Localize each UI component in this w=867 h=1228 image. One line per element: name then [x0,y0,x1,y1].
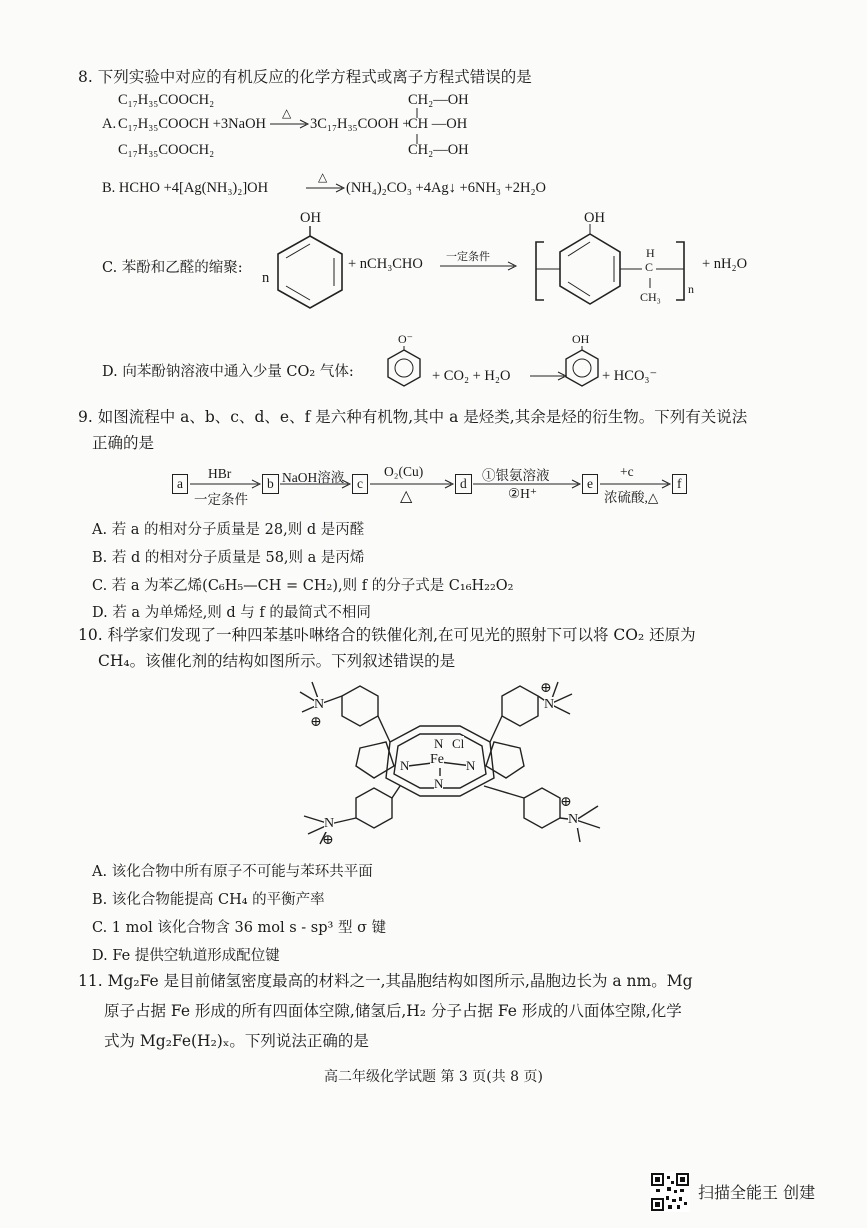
q8-d-reagent: + CO₂ + H₂O [432,368,511,384]
q9-stem-2: 正确的是 [92,434,155,452]
q10-n-right: N [466,758,476,773]
flow-s1-top: HBr [208,466,232,481]
flow-s3-bot: △ [400,488,413,505]
q9-option-d: D. 若 a 为单烯烃,则 d 与 f 的最简式不相同 [92,605,371,621]
flow-box-f: f [672,474,687,494]
q9-option-c: C. 若 a 为苯乙烯(C₆H₅—CH = CH₂),则 f 的分子式是 C₁₆H₂₂O₂ [92,578,514,594]
q10-plus-tr: ⊕ [540,681,552,696]
flow-box-b: b [262,474,279,494]
q8-b-text: B. HCHO +4[Ag(NH₃)₂]OH [102,180,269,196]
q10-cl-label: Cl [452,736,465,751]
flow-arrows [172,472,712,512]
flow-s4-bot: ②H⁺ [508,486,537,501]
q8-c-h: H [646,246,655,260]
flow-box-e: e [582,474,598,494]
flow-s5-bot: 浓硫酸,△ [604,490,659,505]
qr-code-icon [650,1172,690,1212]
q8-d-text: D. 向苯酚钠溶液中通入少量 CO₂ 气体: [102,364,354,380]
q8-c-reagent: + nCH₃CHO [348,256,423,272]
q10-option-c: C. 1 mol 该化合物含 36 mol s - sp³ 型 σ 键 [92,920,387,936]
q10-fe-label: Fe [430,752,444,767]
flow-s5-top: +c [620,464,634,479]
q8-c-polymer [530,222,690,322]
scanner-watermark: 扫描全能王 创建 [698,1183,816,1202]
q8-d-tail: + HCO₃⁻ [602,368,658,384]
flow-box-c: c [352,474,368,494]
page-footer: 高二年级化学试题 第 3 页(共 8 页) [324,1069,543,1085]
q9-stem-1: 9. 如图流程中 a、b、c、d、e、f 是六种有机物,其中 a 是烃类,其余是烃的衍生物。下列有关说法 [78,408,748,426]
flow-s2-top: NaOH溶液 [282,470,345,485]
q11-line-1: 11. Mg₂Fe 是目前储氢密度最高的材料之一,其晶胞结构如图所示,晶胞边长为 a nm。Mg [78,972,693,990]
q8-c-phenol-ring [270,226,350,316]
q8-d-o: O⁻ [398,332,413,346]
q10-n-me3-br: N [568,812,579,827]
q8-b-product: (NH₄)₂CO₃ +4Ag↓ +6NH₃ +2H₂O [346,180,547,196]
q8-a-arrow [270,118,310,130]
q8-c-oh: OH [300,210,321,226]
q8-a-r2: C₁₇H₃₅COOCH +3NaOH [118,116,267,132]
q10-stem-1: 10. 科学家们发现了一种四苯基卟啉络合的铁催化剂,在可见光的照射下可以将 CO₂ 还原为 [78,626,696,644]
q9-flowchart [172,464,712,512]
flow-s3-top: O₂(Cu) [384,464,424,479]
flow-box-d: d [455,474,472,494]
q10-n-me3-tl: N [314,697,325,712]
q10-plus-bl: ⊕ [322,833,334,848]
q10-option-b: B. 该化合物能提高 CH₄ 的平衡产率 [92,892,325,908]
q10-option-a: A. 该化合物中所有原子不可能与苯环共平面 [92,864,373,880]
q8-a-g3: CH₂—OH [408,142,469,158]
q8-c-ch3: CH₃ [640,290,661,304]
q8-c-c: C [645,260,654,274]
q8-b-arrow [306,182,346,194]
q8-a-g2: CH —OH [408,116,468,132]
q8-c-text: C. 苯酚和乙醛的缩聚: [102,260,243,276]
flow-s4-top: ①银氨溶液 [482,468,550,483]
q8-c-n: n [262,270,270,286]
q10-n-me3-tr: N [544,697,555,712]
q10-n-top: N [434,736,444,751]
q8-a-glycerol-bonds [412,106,422,146]
q8-c-tail: + nH₂O [702,256,748,272]
q10-option-d: D. Fe 提供空轨道形成配位键 [92,948,280,964]
q8-a-delta: △ [282,106,292,120]
q8-stem: 8. 下列实验中对应的有机反应的化学方程式或离子方程式错误的是 [78,68,532,86]
q10-plus-br: ⊕ [560,795,572,810]
q8-d-phenoxide-ring [384,346,424,390]
q11-line-3: 式为 Mg₂Fe(H₂)ₓ。下列说法正确的是 [104,1032,369,1050]
q8-d-oh: OH [572,332,590,346]
q8-c-arrow [440,260,520,272]
q8-d-phenol-ring [562,346,602,390]
q11-line-2: 原子占据 Fe 形成的所有四面体空隙,储氢后,H₂ 分子占据 Fe 形成的八面体空隙,化学 [104,1002,682,1020]
q10-plus-tl: ⊕ [310,715,322,730]
q8-c-product-oh: OH [584,210,605,226]
q8-a-g1: CH₂—OH [408,92,469,108]
q8-a-r3: C₁₇H₃₅COOCH₂ [118,142,215,158]
q9-option-a: A. 若 a 的相对分子质量是 28,则 d 是丙醛 [92,522,365,538]
q10-stem-2: CH₄。该催化剂的结构如图所示。下列叙述错误的是 [98,652,456,670]
flow-box-a: a [172,474,188,494]
q8-b-delta: △ [318,170,328,184]
q8-a-r1: C₁₇H₃₅COOCH₂ [118,92,215,108]
q10-n-bottom: N [434,776,444,791]
q9-option-b: B. 若 d 的相对分子质量是 58,则 a 是丙烯 [92,550,365,566]
q8-c-n2: n [688,282,694,296]
q8-a-product: 3C₁₇H₃₅COOH + [310,116,411,132]
q10-n-left: N [400,758,410,773]
flow-s1-bot: 一定条件 [194,492,248,507]
q10-n-me3-bl: N [324,816,335,831]
q8-a-label: A. [102,116,117,132]
q8-c-cond: 一定条件 [446,250,490,263]
